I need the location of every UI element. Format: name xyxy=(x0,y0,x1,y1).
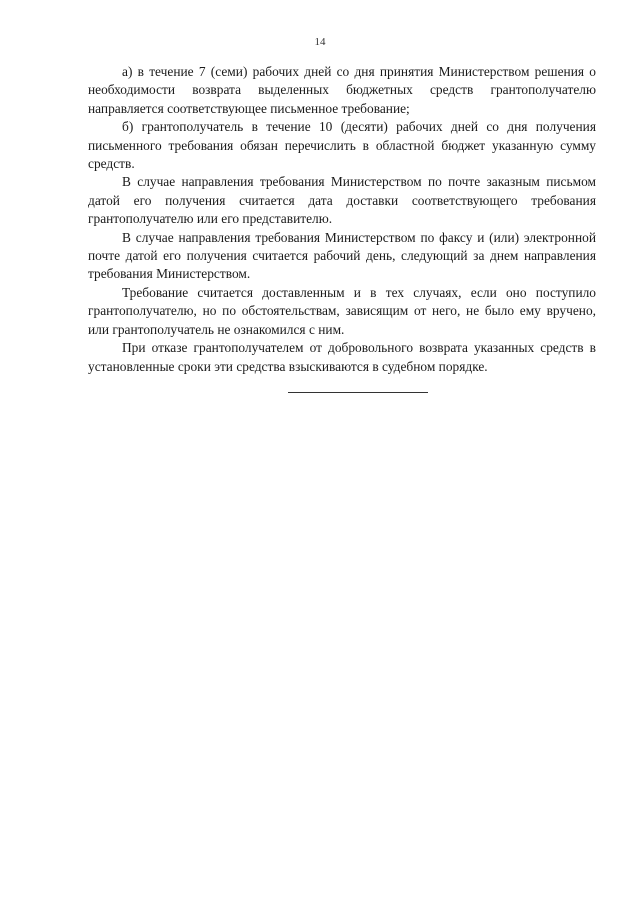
document-body xyxy=(88,63,596,376)
end-of-text-rule xyxy=(288,392,428,393)
page-number: 14 xyxy=(314,36,326,48)
paragraph-deemed-delivered: Требование считается доставленным и в тех случаях, если оно поступило грантополучателю, но по обстоятельствам, зависящим от него, не было ему вручено, или грантополучатель не ознакомился с ним. xyxy=(88,284,596,337)
paragraph-court-recovery: При отказе грантополучателем от добровольного возврата указанных средств в установленные сроки эти средства взыскиваются в судебном порядке. xyxy=(88,340,596,374)
paragraph-mail-delivery: В случае направления требования Министерством по почте заказным письмом датой его получения считается дата доставки соответствующего требования грантополучателю или его представителю. xyxy=(88,174,596,227)
paragraph-fax-email-delivery: В случае направления требования Министерством по факсу и (или) электронной почте датой его получения считается рабочий день, следующий за днем направления требования Министерством. xyxy=(88,229,596,282)
paragraph-refund-requirement-b: б) грантополучатель в течение 10 (десяти) рабочих дней со дня получения письменного требования обязан перечислить в областной бюджет указанную сумму средств. xyxy=(88,119,596,172)
paragraph-refund-requirement-a: а) в течение 7 (семи) рабочих дней со дня принятия Министерством решения о необходимости возврата выделенных бюджетных средств грантополучателю направляется соответствующее письменное требование; xyxy=(88,64,596,116)
